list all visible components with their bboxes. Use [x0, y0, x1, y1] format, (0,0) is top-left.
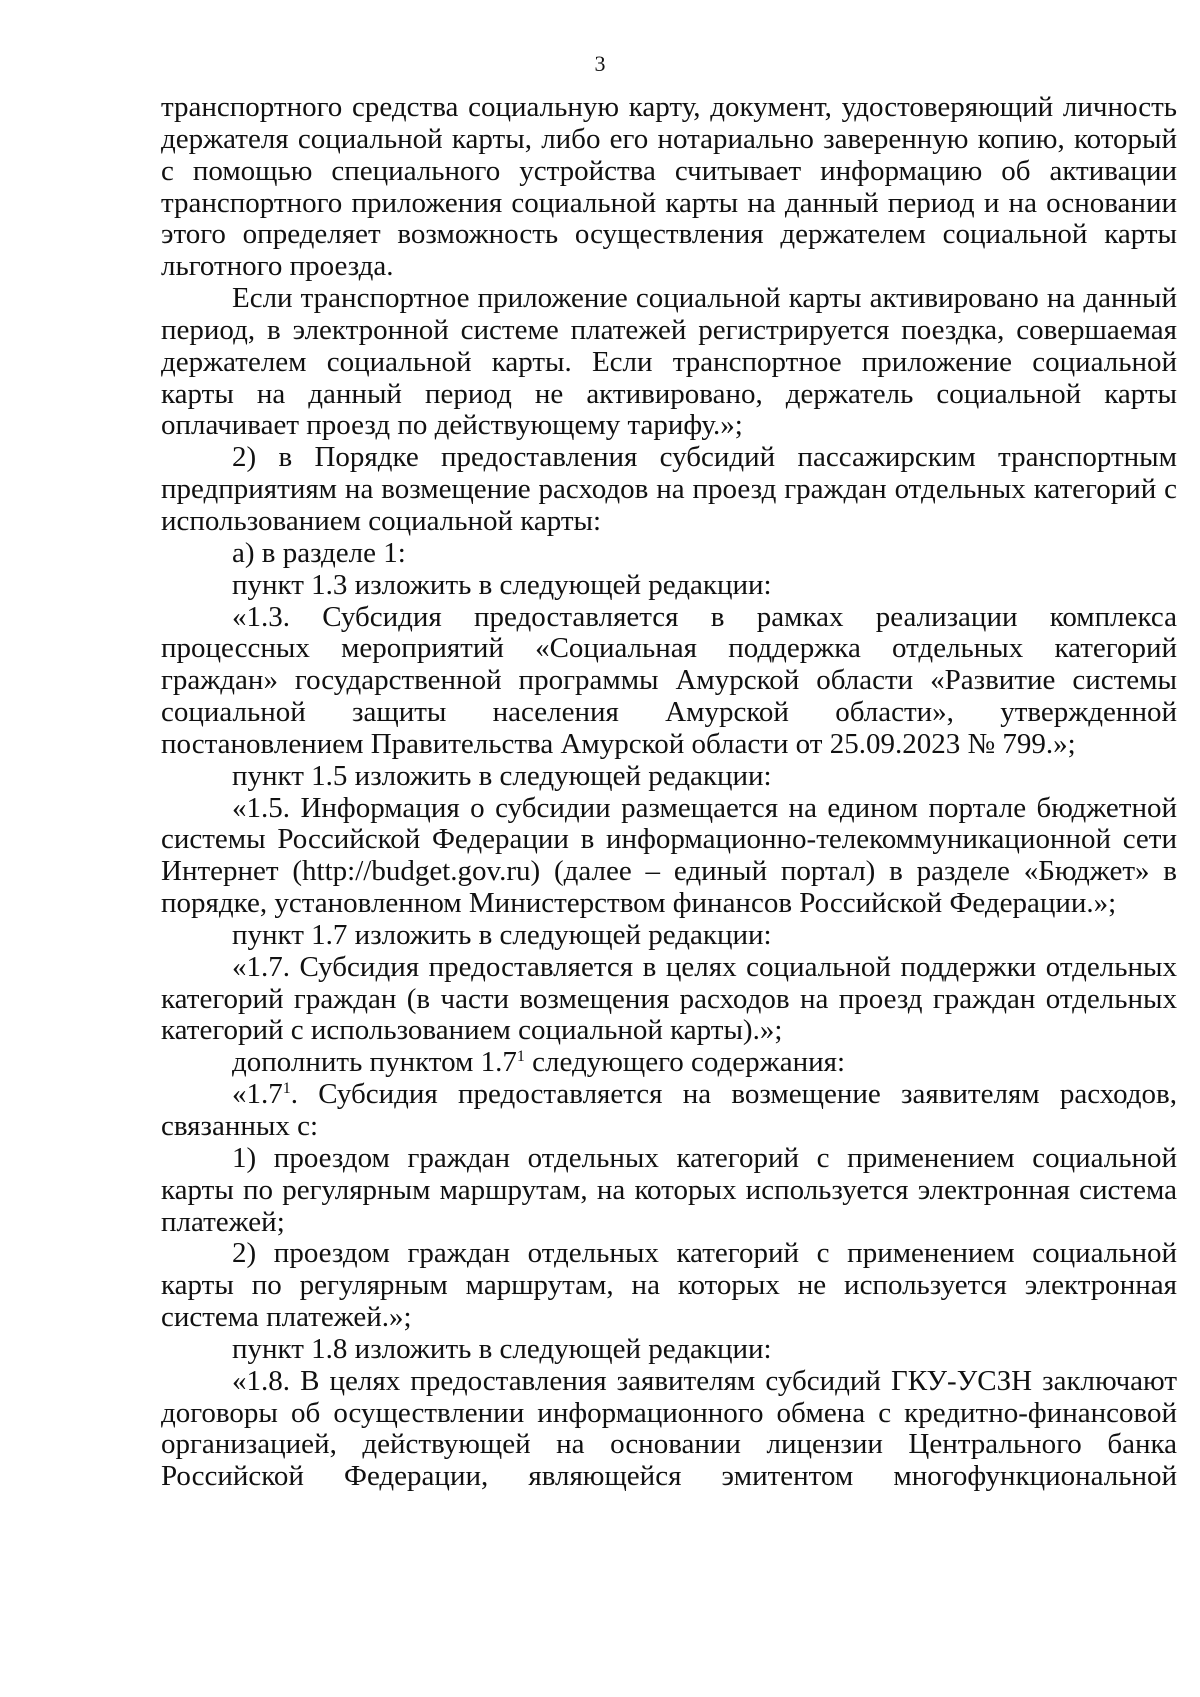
paragraph-section-1: а) в разделе 1:: [232, 536, 406, 569]
document-body: [161, 92, 1177, 1493]
superscript: 1: [516, 1048, 525, 1066]
page-number: 3: [594, 51, 606, 76]
paragraph-subitem-1: 1) проездом граждан отдельных категорий с применением социальной карты по регулярным маршрутам, на которых используется электронная система платежей;: [161, 1141, 1177, 1238]
text-fragment: следующего содержания:: [524, 1046, 846, 1079]
text-fragment: . Субсидия предоставляется на возмещение заявителям расходов, связанных с:: [161, 1078, 1177, 1142]
paragraph-item-1-3: «1.3. Субсидия предоставляется в рамках реализации комплекса процессных мероприятий «Социальная поддержка отдельных категорий граждан» государственной программы Амурской области «Развитие системы социальной защиты населения Амурской области», утвержденной постановлением Правительства Амурской области от 25.09.2023 № 799.»;: [161, 600, 1177, 760]
paragraph-item-1-8-intro: пункт 1.8 изложить в следующей редакции:: [232, 1332, 772, 1365]
paragraph-item-1-3-intro: пункт 1.3 изложить в следующей редакции:: [232, 568, 772, 601]
paragraph-item-1-7-intro: пункт 1.7 изложить в следующей редакции:: [232, 918, 772, 951]
paragraph-item-1-7-1: [161, 1079, 1177, 1143]
paragraph-item-1-7-1-intro: [161, 1047, 1177, 1079]
superscript: 1: [282, 1080, 291, 1098]
paragraph-item-1-7: «1.7. Субсидия предоставляется в целях социальной поддержки отдельных категорий граждан (в части возмещения расходов на проезд граждан отдельных категорий с использованием социальной карты).»;: [161, 950, 1177, 1047]
paragraph-item-1-5: «1.5. Информация о субсидии размещается на едином портале бюджетной системы Российской Федерации в информационно-телекоммуникационной сети Интернет (http://budget.gov.ru) (далее – единый портал) в разделе «Бюджет» в порядке, установленном Министерством финансов Российской Федерации.»;: [161, 791, 1177, 920]
paragraph-subitem-2: 2) проездом граждан отдельных категорий с применением социальной карты по регулярным маршрутам, на которых не используется электронная система платежей.»;: [161, 1237, 1177, 1334]
paragraph-item-1-5-intro: пункт 1.5 изложить в следующей редакции:: [232, 759, 772, 792]
paragraph-item-1-8: «1.8. В целях предоставления заявителям субсидий ГКУ-УСЗН заключают договоры об осуществлении информационного обмена с кредитно-финансовой организацией, действующей на основании лицензии Центрального банка Российской Федерации, являющейся эмитентом многофункциональной: [161, 1364, 1177, 1493]
paragraph-card-check: транспортного средства социальную карту, документ, удостоверяющий личность держателя социальной карты, либо его нотариально заверенную копию, который с помощью специального устройства считывает информацию об активации транспортного приложения социальной карты на данный период и на основании этого определяет возможность осуществления держателем социальной карты льготного проезда.: [161, 91, 1177, 283]
paragraph-subsidy-procedure: 2) в Порядке предоставления субсидий пассажирским транспортным предприятиям на возмещение расходов на проезд граждан отдельных категорий с использованием социальной карты:: [161, 441, 1177, 537]
text-fragment: «1.7: [232, 1078, 283, 1111]
paragraph-trip-registration: Если транспортное приложение социальной карты активировано на данный период, в электронной системе платежей регистрируется поездка, совершаемая держателем социальной карты. Если транспортное приложение социальной карты на данный период не активировано, держатель социальной карты оплачивает проезд по действующему тарифу.»;: [161, 282, 1177, 442]
text-fragment: дополнить пунктом 1.7: [232, 1046, 517, 1079]
